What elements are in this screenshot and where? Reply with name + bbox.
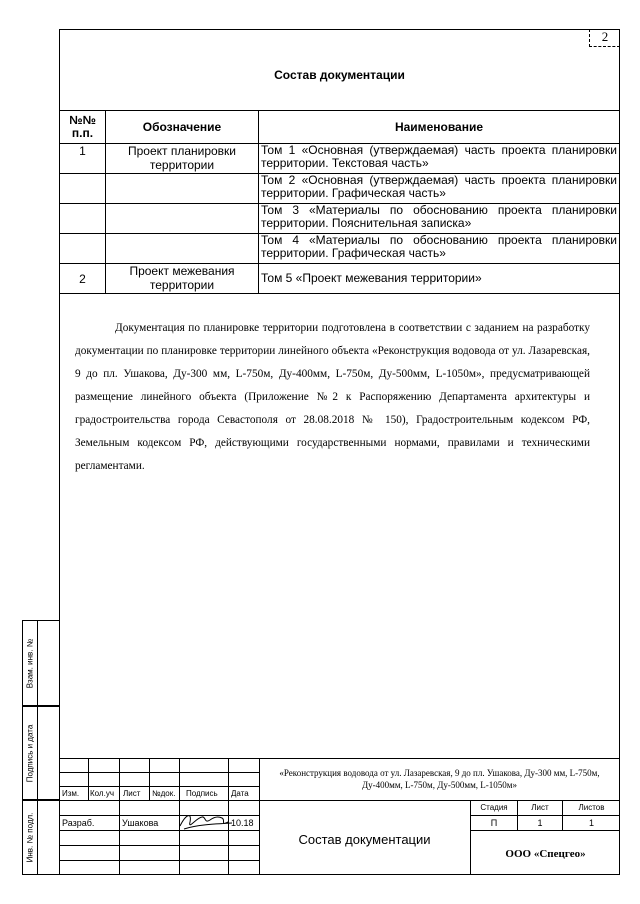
sign-date: 10.18 [231, 818, 254, 828]
project-name: «Реконструкция водовода от ул. Лазаревская, 9 до пл. Ушакова, Ду-300 мм, L-750м, Ду-400мм, L-750м, Ду-500мм, L-1050м» [279, 768, 600, 790]
table-row [60, 264, 620, 294]
page-title: Состав документации [274, 68, 405, 82]
row-num [60, 234, 106, 264]
col-podpis: Подпись [186, 789, 218, 798]
row-name: Том 1 «Основная (утверждаемая) часть проекта планировки территории. Текстовая часть» [259, 144, 620, 174]
side-stamp-vzam [22, 620, 59, 706]
row-num: 2 [60, 264, 106, 294]
doc-title: Состав документации [298, 832, 431, 847]
row-name: Том 2 «Основная (утверждаемая) часть проекта планировки территории. Графическая часть» [259, 174, 620, 204]
signature-image [176, 808, 236, 834]
row-designation [106, 234, 259, 264]
sheets-label: Листов [578, 803, 605, 812]
sheet-label: Лист [531, 803, 549, 812]
header-num: №№ п.п. [60, 111, 106, 144]
col-list: Лист [123, 789, 141, 798]
composition-table [59, 110, 620, 294]
side-stamp-podpis [22, 706, 59, 800]
row-name: Том 3 «Материалы по обоснованию проекта планировки территории. Пояснительная записка» [259, 204, 620, 234]
side-label-podpis: Подпись и дата [25, 724, 35, 782]
col-koluch: Кол.уч [90, 789, 114, 798]
table-row [60, 204, 620, 234]
sheet-value: 1 [537, 818, 543, 828]
col-ndok: №док. [152, 789, 176, 798]
row-name: Том 5 «Проект межевания территории» [259, 264, 620, 294]
col-izm: Изм. [62, 789, 80, 798]
table-row [60, 174, 620, 204]
org-name: ООО «Спецгео» [505, 848, 586, 860]
sheets-value: 1 [588, 818, 594, 828]
page-number: 2 [589, 29, 620, 47]
col-data: Дата [231, 789, 249, 798]
header-name: Наименование [259, 111, 620, 144]
role-razrab: Разраб. [62, 818, 95, 828]
stage-label: Стадия [480, 803, 508, 812]
stage-value: П [490, 818, 498, 828]
header-designation: Обозначение [106, 111, 259, 144]
row-designation [106, 204, 259, 234]
row-num [60, 204, 106, 234]
body-paragraph: Документация по планировке территории подготовлена в соответствии с заданием на разработку документации по планировке территории линейного объекта «Реконструкция водовода от ул. Лазаревская, 9 до пл. Ушакова, Ду-300 мм, L-750м, Ду-400мм, L-750м, Ду-500мм, L-1050м», предусматривающей размещение линейного объекта (Приложение №2 к Распоряжению Департамента архитектуры и градостроительства города Севастополя от 28.08.2018 № 150), Градостроительным кодексом РФ, Земельным кодексом РФ, действующими государственными нормами, правилами и техническими регламентами. [75, 322, 590, 472]
side-stamp-inv [22, 800, 59, 875]
side-label-inv: Инв. № подл. [25, 812, 35, 863]
row-designation: Проект планировки территории [106, 144, 259, 174]
table-row [60, 144, 620, 174]
table-row [60, 234, 620, 264]
person-name: Ушакова [122, 818, 159, 828]
row-designation: Проект межевания территории [106, 264, 259, 294]
row-num: 1 [60, 144, 106, 174]
row-num [60, 174, 106, 204]
row-designation [106, 174, 259, 204]
row-name: Том 4 «Материалы по обоснованию проекта планировки территории. Графическая часть» [259, 234, 620, 264]
side-label-vzam: Взам. инв. № [25, 638, 35, 688]
